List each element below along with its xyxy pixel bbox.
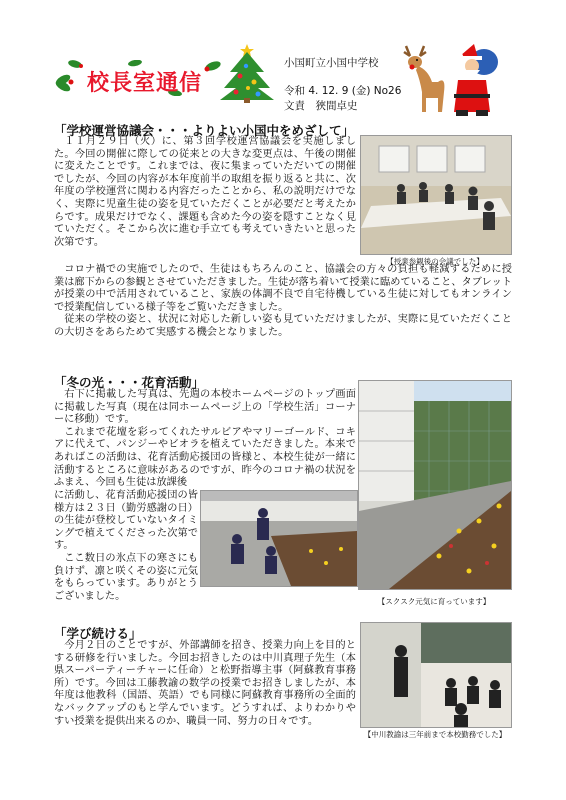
issue-date-number: 令和 4. 12. 9 (金) No26 [284, 85, 402, 97]
meeting-photo [360, 135, 512, 255]
meeting-photo-caption: 【授業参観後の会議でした】 [386, 257, 484, 266]
section3-paragraph-1: 今月２日のことですが、外部講師を招き、授業力向上を目的とする研修を行いました。今回お招きしたのは中川真理子先生（本県スーパーティーチャーに任命）と松野指導主事（阿蘇教育事務所）です。今回は工藤教諭の数学の授業でお招きしましたが、本年度は他教科（国語、英語）でも同様に阿蘇教育事務所の全面的なバックアップのもと学んでいます。どうすれば、よりわかりやすい授業を提供出来るのか、職員一同、努力の日々です。 [54, 640, 356, 727]
christmas-tree-illustration [218, 42, 276, 104]
lesson-photo [360, 622, 512, 728]
section1-paragraph-1: １１月２９日（火）に、第３回学校運営協議会を実施しました。今回の開催に際しての従来との大きな変更点は、午後の開催に変えたことです。これまでは、夜に集まっていただいての開催でしたが、今回の内容が本年度前半の取組を振り返ると共に、次年度の学校運営に関わる内容だったことから、私の説明だけでなく、実際に児童生徒の姿を見ていただくことが必要だと考えたからです。成果だけでなく、課題も含めた今の姿を隠すことなく見ていただく。そこから次に進む手立ても考えていきたいと思った次第です。 [54, 136, 356, 248]
newsletter-title: 校長室通信 [87, 71, 203, 96]
flower-bed-photo [358, 380, 512, 590]
section2-heading: 「冬の光・・・花育活動」 [54, 375, 205, 390]
newsletter-title-banner [55, 60, 225, 96]
section3-text-block [54, 640, 356, 728]
author-credit: 文責 狹間卓史 [284, 100, 358, 112]
section2-paragraph-4: ここ数日の氷点下の寒さにも負けず、凛と咲くその姿に元気をもらっています。ありがとうございました。 [54, 552, 198, 602]
flower-bed-photo-caption: 【スクスク元気に育っています】 [377, 597, 491, 606]
section2-text-block [54, 389, 356, 490]
section1-paragraph-2: コロナ禍での実施でしたので、生徒はもちろんのこと、協議会の方々の負担も軽減するために授業は廊下からの参観とさせていただきました。生徒が落ち着いて授業に臨めていること、タブレットが授業の中で活用されていること、家族の体調不良で自宅待機している生徒に対してもオンラインで授業配信している様子等をご覧いただきました。 [54, 264, 512, 313]
school-name: 小国町立小国中学校 [284, 57, 379, 69]
reindeer-icon [404, 46, 444, 112]
section1-paragraph-3: 従来の学校の姿と、状況に対応した新しい姿も見ていただけましたが、実際に見ていただくことの大切さをあらためて実感する機会となりました。 [54, 314, 512, 338]
planting-activity-photo [200, 490, 358, 587]
section3-heading: 「学び続ける」 [54, 626, 142, 641]
reindeer-santa-illustration [398, 42, 504, 118]
lesson-photo-caption: 【中川教諭は三年前まで本校勤務でした】 [363, 730, 507, 739]
section2-paragraph-2: これまで花壇を彩ってくれたサルビアやマリーゴールド、コキアに代えて、パンジーやビオラを植えていただきました。本来であればこの活動は、花育活動応援団の皆様と、本校生徒が一緒に活動するところに意味があるのですが、昨今のコロナ禍の状況をふまえ、今回も生徒は放課後 [54, 426, 356, 489]
section2-text-block-narrow [54, 490, 198, 603]
section2-paragraph-1: 右下に掲載した写真は、先週の本校ホームページのトップ画面に掲載した写真（現在は同ホームページ上の「学校生活」コーナーに移動）です。 [54, 389, 356, 426]
section1-text-block-wide [54, 264, 512, 340]
section1-heading: 「学校運営協議会・・・よりよい小国中をめざして」 [54, 123, 355, 138]
section1-text-block [54, 136, 356, 249]
section2-paragraph-3: に活動し、花育活動応援団の皆様方は２３日（勤労感謝の日）の生徒が登校していないタイミングで植えてくださった次第です。 [54, 490, 198, 552]
santa-icon [454, 44, 498, 116]
